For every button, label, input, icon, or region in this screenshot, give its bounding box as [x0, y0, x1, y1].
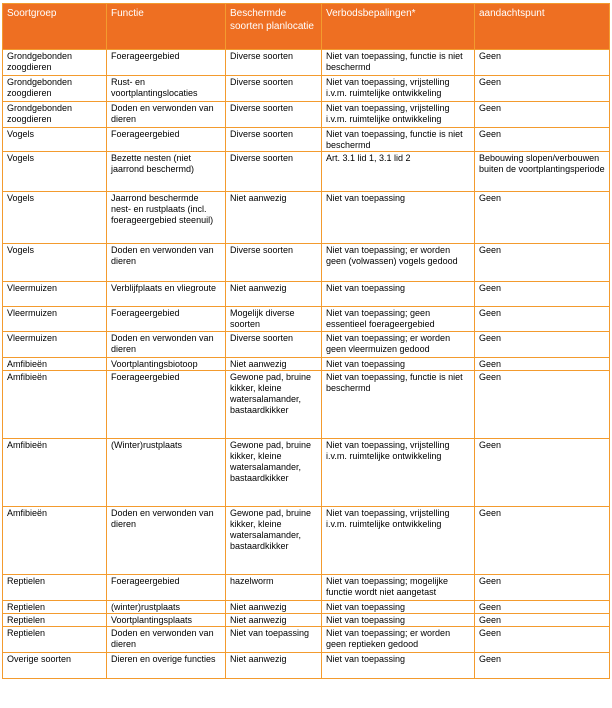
cell-soorten: Niet aanwezig — [226, 282, 322, 307]
cell-soorten: Mogelijk diverse soorten — [226, 307, 322, 332]
table-header-row — [3, 4, 610, 50]
table-row — [3, 102, 610, 128]
table-row — [3, 307, 610, 332]
cell-aandacht: Geen — [475, 601, 610, 614]
cell-verbod: Niet van toepassing, vrijstelling i.v.m. ruimtelijke ontwikkeling — [322, 76, 475, 102]
cell-soorten: Niet aanwezig — [226, 614, 322, 627]
cell-functie: Rust- en voortplantingslocaties — [107, 76, 226, 102]
cell-soortgroep: Amfibieën — [3, 507, 107, 575]
cell-aandacht: Geen — [475, 358, 610, 371]
cell-soorten: Gewone pad, bruine kikker, kleine watersalamander, bastaardkikker — [226, 507, 322, 575]
cell-aandacht: Geen — [475, 653, 610, 679]
cell-verbod: Niet van toepassing; geen essentieel foerageergebied — [322, 307, 475, 332]
table-row — [3, 627, 610, 653]
cell-aandacht: Geen — [475, 614, 610, 627]
cell-functie: Verblijfplaats en vliegroute — [107, 282, 226, 307]
cell-soorten: Diverse soorten — [226, 244, 322, 282]
table-row — [3, 152, 610, 192]
cell-soorten: hazelworm — [226, 575, 322, 601]
cell-verbod: Niet van toepassing, vrijstelling i.v.m. ruimtelijke ontwikkeling — [322, 102, 475, 128]
cell-soortgroep: Vogels — [3, 128, 107, 152]
cell-soortgroep: Reptielen — [3, 627, 107, 653]
cell-functie: Voortplantingsplaats — [107, 614, 226, 627]
cell-soorten: Gewone pad, bruine kikker, kleine watersalamander, bastaardkikker — [226, 371, 322, 439]
cell-functie: Jaarrond beschermde nest- en rustplaats (incl. foerageergebied steenuil) — [107, 192, 226, 244]
column-header-aandachtspunt: aandachtspunt — [475, 4, 610, 50]
cell-aandacht: Bebouwing slopen/verbouwen buiten de voortplantingsperiode — [475, 152, 610, 192]
cell-soorten: Niet aanwezig — [226, 601, 322, 614]
column-header-beschermde-soorten: Beschermde soorten planlocatie — [226, 4, 322, 50]
table-row — [3, 601, 610, 614]
cell-verbod: Niet van toepassing — [322, 358, 475, 371]
cell-functie: Doden en verwonden van dieren — [107, 627, 226, 653]
cell-functie: Dieren en overige functies — [107, 653, 226, 679]
column-header-soortgroep: Soortgroep — [3, 4, 107, 50]
cell-soorten: Diverse soorten — [226, 128, 322, 152]
cell-aandacht: Geen — [475, 282, 610, 307]
cell-soortgroep: Amfibieën — [3, 439, 107, 507]
table-row — [3, 653, 610, 679]
cell-soortgroep: Reptielen — [3, 575, 107, 601]
cell-functie: Bezette nesten (niet jaarrond beschermd) — [107, 152, 226, 192]
cell-functie: (Winter)rustplaats — [107, 439, 226, 507]
cell-verbod: Niet van toepassing, functie is niet beschermd — [322, 371, 475, 439]
cell-aandacht: Geen — [475, 128, 610, 152]
cell-soortgroep: Vleermuizen — [3, 307, 107, 332]
cell-verbod: Niet van toepassing — [322, 282, 475, 307]
cell-soortgroep: Grondgebonden zoogdieren — [3, 102, 107, 128]
table-row — [3, 507, 610, 575]
cell-verbod: Niet van toepassing, functie is niet beschermd — [322, 50, 475, 76]
column-header-functie: Functie — [107, 4, 226, 50]
cell-functie: Doden en verwonden van dieren — [107, 102, 226, 128]
cell-soortgroep: Vleermuizen — [3, 332, 107, 358]
cell-verbod: Niet van toepassing, functie is niet beschermd — [322, 128, 475, 152]
cell-aandacht: Geen — [475, 102, 610, 128]
table-row — [3, 439, 610, 507]
cell-soortgroep: Reptielen — [3, 614, 107, 627]
table-row — [3, 358, 610, 371]
cell-functie: Foerageergebied — [107, 575, 226, 601]
cell-soorten: Diverse soorten — [226, 152, 322, 192]
cell-verbod: Niet van toepassing — [322, 614, 475, 627]
cell-soorten: Niet aanwezig — [226, 653, 322, 679]
table-row — [3, 50, 610, 76]
cell-soortgroep: Vogels — [3, 192, 107, 244]
cell-aandacht: Geen — [475, 192, 610, 244]
cell-aandacht: Geen — [475, 76, 610, 102]
cell-soortgroep: Vogels — [3, 152, 107, 192]
cell-soorten: Gewone pad, bruine kikker, kleine watersalamander, bastaardkikker — [226, 439, 322, 507]
cell-soortgroep: Grondgebonden zoogdieren — [3, 76, 107, 102]
cell-aandacht: Geen — [475, 371, 610, 439]
cell-soortgroep: Grondgebonden zoogdieren — [3, 50, 107, 76]
cell-aandacht: Geen — [475, 332, 610, 358]
cell-soorten: Diverse soorten — [226, 332, 322, 358]
cell-soortgroep: Amfibieën — [3, 358, 107, 371]
cell-functie: Doden en verwonden van dieren — [107, 244, 226, 282]
cell-soorten: Diverse soorten — [226, 102, 322, 128]
cell-soorten: Niet aanwezig — [226, 358, 322, 371]
cell-functie: (winter)rustplaats — [107, 601, 226, 614]
cell-soortgroep: Vleermuizen — [3, 282, 107, 307]
species-protection-table — [2, 3, 610, 679]
cell-functie: Foerageergebied — [107, 307, 226, 332]
cell-aandacht: Geen — [475, 50, 610, 76]
cell-functie: Foerageergebied — [107, 371, 226, 439]
cell-soortgroep: Reptielen — [3, 601, 107, 614]
cell-soorten: Niet aanwezig — [226, 192, 322, 244]
cell-verbod: Niet van toepassing; er worden geen (volwassen) vogels gedood — [322, 244, 475, 282]
cell-verbod: Niet van toepassing — [322, 192, 475, 244]
cell-soorten: Diverse soorten — [226, 50, 322, 76]
cell-soortgroep: Amfibieën — [3, 371, 107, 439]
cell-soorten: Niet van toepassing — [226, 627, 322, 653]
cell-aandacht: Geen — [475, 575, 610, 601]
table-row — [3, 192, 610, 244]
cell-functie: Foerageergebied — [107, 128, 226, 152]
cell-verbod: Niet van toepassing, vrijstelling i.v.m. ruimtelijke ontwikkeling — [322, 507, 475, 575]
cell-soorten: Diverse soorten — [226, 76, 322, 102]
cell-functie: Foerageergebied — [107, 50, 226, 76]
table-row — [3, 282, 610, 307]
cell-aandacht: Geen — [475, 244, 610, 282]
table-row — [3, 128, 610, 152]
table-row — [3, 575, 610, 601]
cell-verbod: Niet van toepassing, vrijstelling i.v.m. ruimtelijke ontwikkeling — [322, 439, 475, 507]
cell-verbod: Niet van toepassing; mogelijke functie wordt niet aangetast — [322, 575, 475, 601]
cell-aandacht: Geen — [475, 507, 610, 575]
table-row — [3, 76, 610, 102]
column-header-verbodsbepalingen: Verbodsbepalingen* — [322, 4, 475, 50]
table-row — [3, 244, 610, 282]
cell-verbod: Niet van toepassing; er worden geen vleermuizen gedood — [322, 332, 475, 358]
cell-verbod: Niet van toepassing — [322, 653, 475, 679]
cell-functie: Doden en verwonden van dieren — [107, 507, 226, 575]
cell-aandacht: Geen — [475, 627, 610, 653]
cell-aandacht: Geen — [475, 307, 610, 332]
cell-verbod: Art. 3.1 lid 1, 3.1 lid 2 — [322, 152, 475, 192]
table-row — [3, 332, 610, 358]
cell-functie: Doden en verwonden van dieren — [107, 332, 226, 358]
cell-verbod: Niet van toepassing — [322, 601, 475, 614]
table-row — [3, 371, 610, 439]
cell-functie: Voortplantingsbiotoop — [107, 358, 226, 371]
cell-aandacht: Geen — [475, 439, 610, 507]
cell-soortgroep: Overige soorten — [3, 653, 107, 679]
table-row — [3, 614, 610, 627]
cell-verbod: Niet van toepassing; er worden geen reptieken gedood — [322, 627, 475, 653]
cell-soortgroep: Vogels — [3, 244, 107, 282]
